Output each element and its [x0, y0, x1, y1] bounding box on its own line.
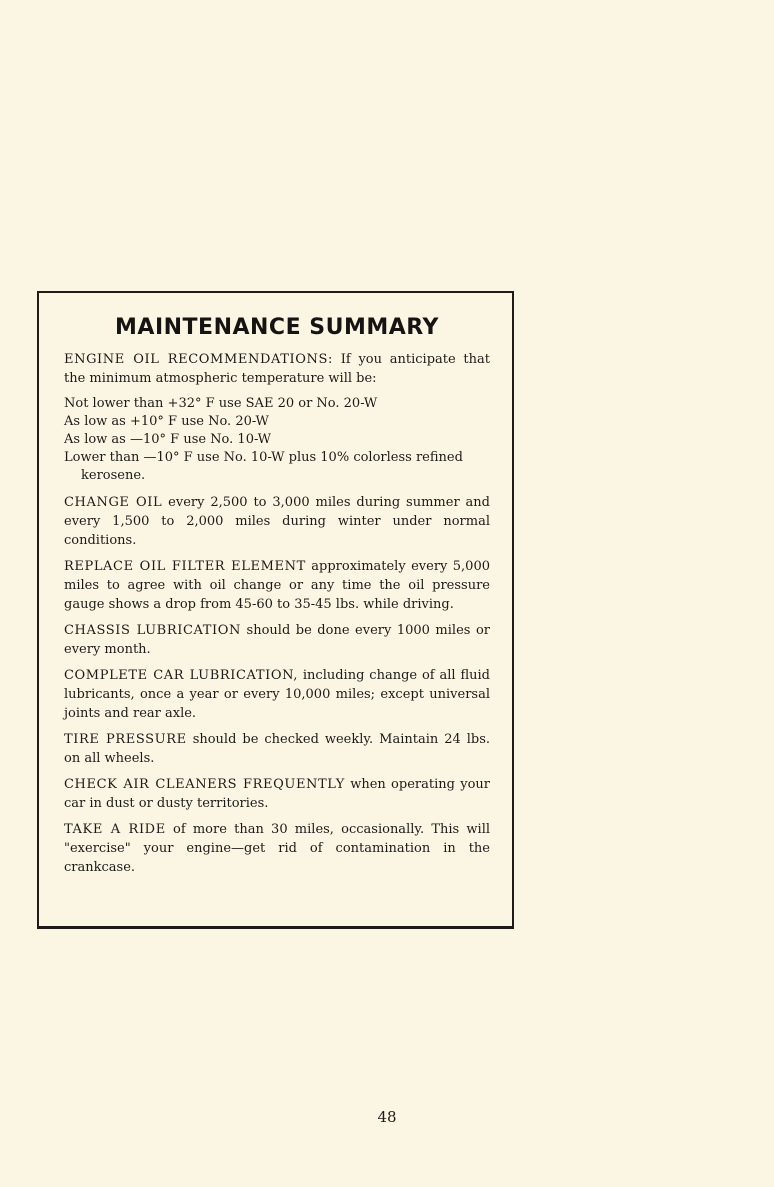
take-ride-text: of more than 30 miles, occasionally. This will "exercise" your engine—get rid of contamination in the crankcase. — [64, 822, 491, 875]
chassis-lubrication-text: should be done every 1000 miles or every month. — [64, 623, 490, 657]
change-oil-text: every 2,500 to 3,000 miles during summer and every 1,500 to 2,000 miles during winter under normal conditions. — [64, 495, 490, 548]
take-ride-paragraph — [64, 820, 490, 877]
tire-pressure-text: should be checked weekly. Maintain 24 lbs. on all wheels. — [64, 732, 490, 766]
engine-oil-lead: ENGINE OIL RECOMMENDATIONS: — [64, 352, 333, 367]
tire-pressure-paragraph — [64, 730, 490, 768]
air-cleaners-paragraph — [64, 775, 490, 813]
summary-title: MAINTENANCE SUMMARY — [115, 315, 439, 340]
change-oil-lead: CHANGE OIL — [64, 495, 163, 510]
temperature-list — [64, 395, 490, 485]
complete-lubrication-lead: COMPLETE CAR LUBRICATION, — [64, 668, 298, 683]
replace-filter-text: approximately every 5,000 miles to agree with oil change or any time the oil pressure gauge shows a drop from 45-60 to 35-45 lbs. while driving. — [64, 559, 490, 612]
page-number: 48 — [377, 1108, 397, 1126]
replace-filter-paragraph — [64, 557, 490, 614]
take-ride-lead: TAKE A RIDE — [64, 822, 166, 837]
engine-oil-paragraph — [64, 350, 490, 388]
tire-pressure-lead: TIRE PRESSURE — [64, 732, 187, 747]
air-cleaners-lead: CHECK AIR CLEANERS FREQUENTLY — [64, 777, 345, 792]
air-cleaners-text: when operating your car in dust or dusty territories. — [64, 777, 490, 811]
complete-lubrication-paragraph — [64, 666, 490, 723]
temperature-line: Lower than —10° F use No. 10-W plus 10% colorless refined kerosene. — [64, 450, 463, 483]
replace-filter-lead: REPLACE OIL FILTER ELEMENT — [64, 559, 306, 574]
chassis-lubrication-paragraph — [64, 621, 490, 659]
complete-lubrication-text: including change of all fluid lubricants, once a year or every 10,000 miles; except universal joints and rear axle. — [64, 668, 490, 721]
engine-oil-text: If you anticipate that the minimum atmospheric temperature will be: — [64, 352, 491, 386]
chassis-lubrication-lead: CHASSIS LUBRICATION — [64, 623, 242, 638]
change-oil-paragraph — [64, 493, 490, 550]
maintenance-summary-box — [37, 291, 514, 929]
temperature-line: Not lower than +32° F use SAE 20 or No. 20-W — [64, 396, 378, 411]
temperature-line: As low as —10° F use No. 10-W — [64, 432, 272, 447]
temperature-line: As low as +10° F use No. 20-W — [64, 414, 269, 429]
